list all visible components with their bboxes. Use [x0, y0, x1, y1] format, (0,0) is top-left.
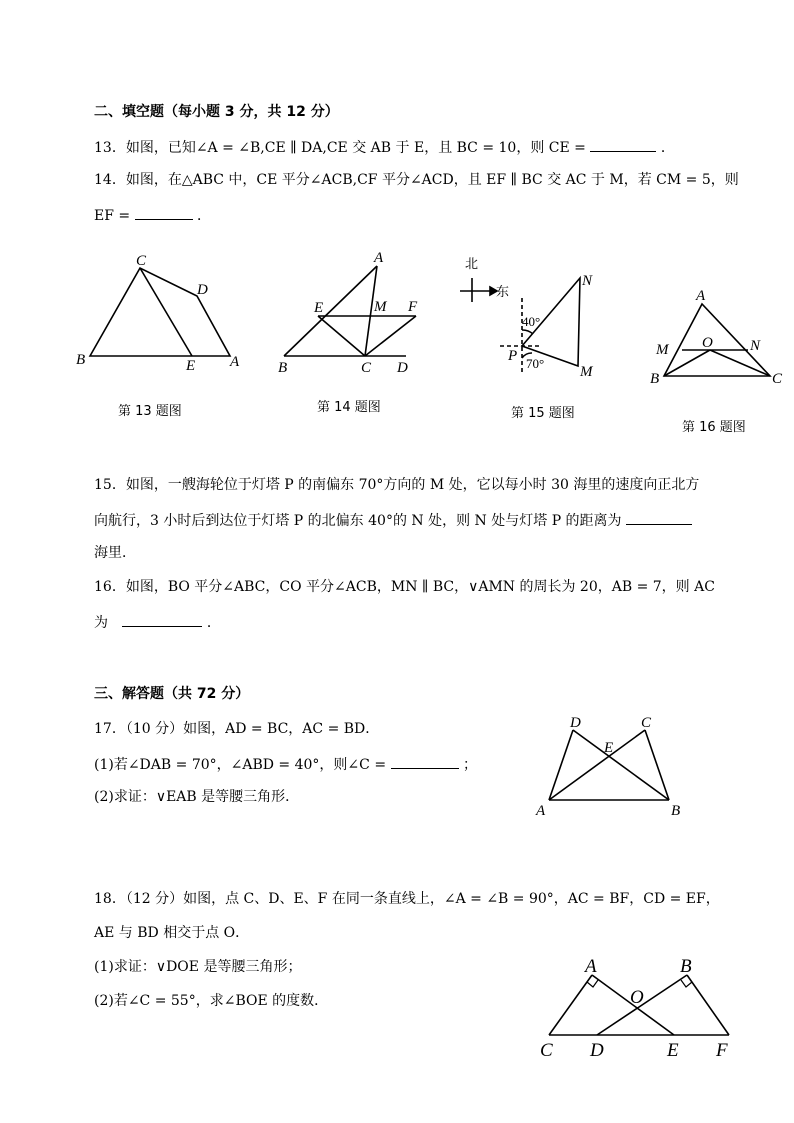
fig15-label-70: 70°	[526, 356, 545, 371]
question-14-end: ．	[197, 208, 212, 224]
fig15-label-40: 40°	[522, 314, 541, 329]
fig16-label-n: N	[750, 338, 761, 354]
fig13-label-d: D	[197, 282, 208, 298]
fig18-label-c: C	[540, 1040, 553, 1061]
fig18-label-d: D	[590, 1040, 604, 1061]
fig15-label-east: 东	[496, 284, 510, 299]
question-16-end: ．	[206, 615, 221, 631]
question-13-text: 13．如图，已知∠A = ∠B,CE ∥ DA,CE 交 AB 于 E，且 BC = 10，则 CE =	[94, 140, 586, 156]
fig18-label-a: A	[585, 956, 597, 977]
fig14-label-e: E	[314, 300, 324, 316]
fig17-label-b: B	[671, 803, 681, 819]
section-title-answers: 三、解答题（共 72 分）	[94, 686, 250, 702]
fig14-caption: 第 14 题图	[317, 400, 381, 415]
fig16-caption: 第 16 题图	[682, 420, 746, 435]
fig18-label-b: B	[680, 956, 692, 977]
fig15-label-n: N	[582, 273, 593, 289]
question-17-part1-text: (1)若∠DAB = 70°，∠ABD = 40°，则∠C =	[94, 757, 387, 773]
fig13-label-e: E	[186, 358, 196, 374]
fig18-right-angle-a	[587, 980, 598, 987]
question-15-line3: 海里．	[94, 545, 136, 561]
fig18-label-o: O	[630, 987, 644, 1008]
question-18-line2: AE 与 BD 相交于点 O．	[94, 925, 250, 941]
fig14-label-b: B	[278, 360, 288, 376]
question-18-part2: (2)若∠C = 55°，求∠BOE 的度数．	[94, 993, 329, 1009]
question-16-text: 为	[94, 615, 108, 631]
fig18-label-f: F	[716, 1040, 728, 1061]
question-13-end: ．	[660, 140, 675, 156]
fig18-line-fb	[687, 975, 729, 1035]
question-18-line1: 18．（12 分）如图，点 C、D、E、F 在同一条直线上，∠A = ∠B = 90°，AC = BF，CD = EF，	[94, 891, 720, 907]
fig17-label-c: C	[641, 715, 652, 731]
fig14-label-a: A	[374, 250, 384, 266]
question-17-part1-end: ；	[462, 757, 477, 773]
section-title-fill-in: 二、填空题（每小题 3 分，共 12 分）	[94, 104, 339, 120]
fig14-label-f: F	[408, 299, 418, 315]
fig14-label-c: C	[361, 360, 372, 376]
fig16-label-b: B	[650, 371, 660, 387]
question-15-text: 向航行，3 小时后到达位于灯塔 P 的北偏东 40°的 N 处，则 N 处与灯塔 P 的距离为	[94, 513, 622, 529]
question-14-eq: EF =	[94, 208, 131, 224]
fig15-label-m: M	[580, 364, 593, 380]
fig17-label-e: E	[604, 740, 614, 756]
fig13-caption: 第 13 题图	[118, 404, 182, 419]
question-15-line1: 15．如图，一艘海轮位于灯塔 P 的南偏东 70°方向的 M 处，它以每小时 30 海里的速度向正北方	[94, 477, 700, 493]
fig13-label-b: B	[76, 352, 86, 368]
fig15-label-north: 北	[465, 256, 479, 271]
question-18-part1: (1)求证：∨DOE 是等腰三角形；	[94, 959, 302, 975]
fig13-label-a: A	[230, 354, 240, 370]
fig15-caption: 第 15 题图	[511, 406, 575, 421]
fig16-label-o: O	[702, 335, 713, 351]
fig18-label-e: E	[667, 1040, 679, 1061]
question-17-part2: (2)求证：∨EAB 是等腰三角形．	[94, 789, 300, 805]
fig14-label-m: M	[374, 299, 387, 315]
question-14-line1: 14．如图，在△ABC 中，CE 平分∠ACB,CF 平分∠ACD，且 EF ∥ BC 交 AC 于 M，若 CM = 5，则	[94, 172, 739, 188]
fig17-label-a: A	[536, 803, 546, 819]
question-17-line1: 17．（10 分）如图，AD = BC，AC = BD．	[94, 721, 380, 737]
question-16-line1: 16．如图，BO 平分∠ABC，CO 平分∠ACB，MN ∥ BC，∨AMN 的周长为 20，AB = 7，则 AC	[94, 579, 715, 595]
fig13-label-c: C	[136, 253, 147, 269]
fig14-label-d: D	[397, 360, 408, 376]
fig18-line-ca	[549, 975, 592, 1035]
fig17-label-d: D	[570, 715, 581, 731]
fig15-label-p: P	[508, 348, 518, 364]
fig16-label-c: C	[772, 371, 783, 387]
fig16-label-m: M	[656, 342, 669, 358]
fig16-label-a: A	[696, 288, 706, 304]
